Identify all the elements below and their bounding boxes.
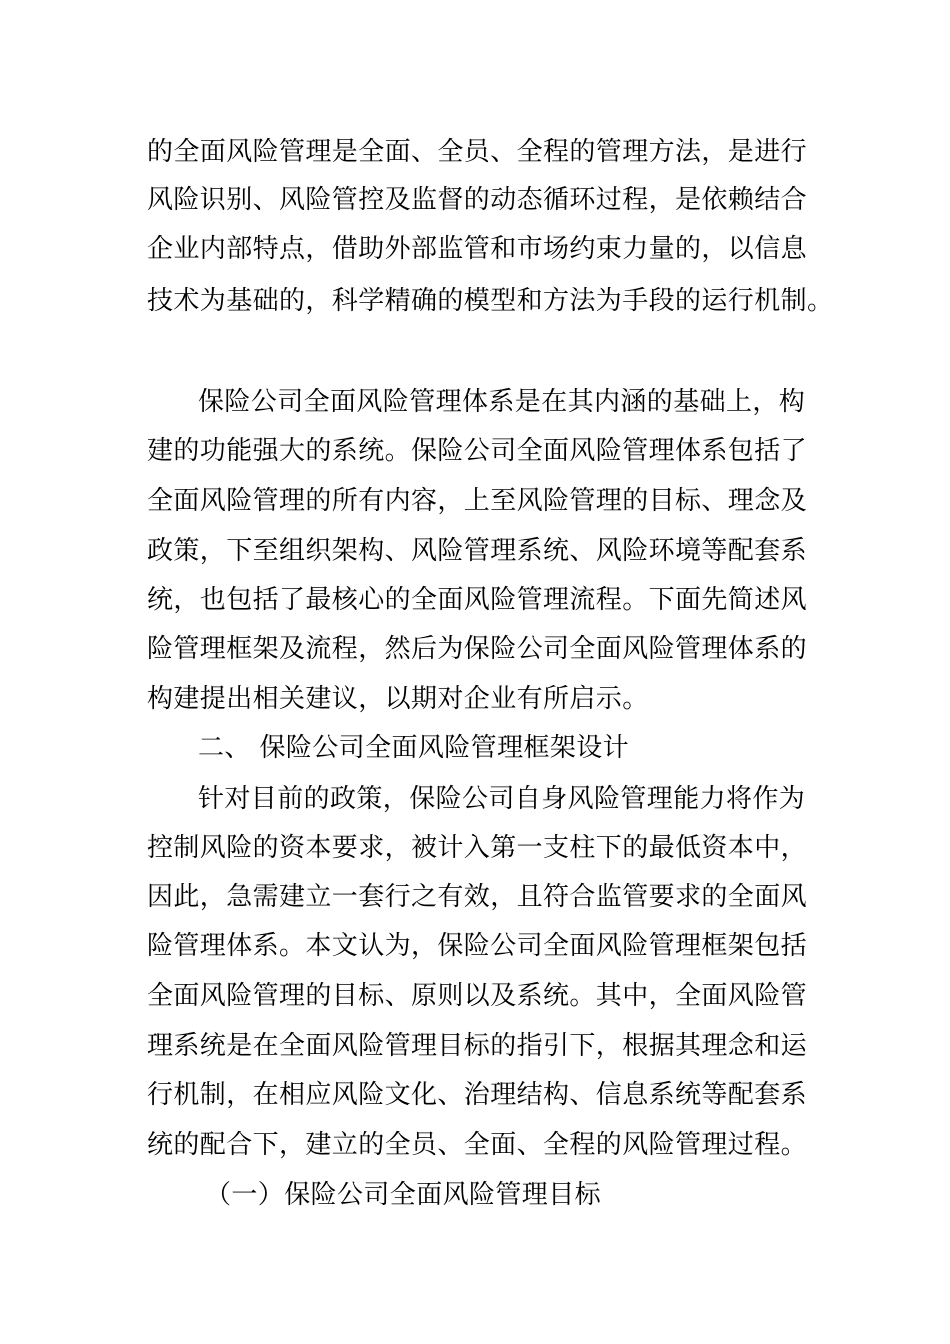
paragraph-3-line-6: 理系统是在全面风险管理目标的指引下，根据其理念和运: [147, 1031, 808, 1061]
paragraph-3-line-7: 行机制，在相应风险文化、治理结构、信息系统等配套系: [147, 1080, 808, 1110]
paragraph-3-line-5: 全面风险管理的目标、原则以及系统。其中，全面风险管: [147, 981, 808, 1011]
paragraph-2-line-5: 统，也包括了最核心的全面风险管理流程。下面先简述风: [147, 585, 808, 615]
paragraph-3-line-2: 控制风险的资本要求，被计入第一支柱下的最低资本中，: [147, 833, 808, 863]
paragraph-2-line-7: 构建提出相关建议，以期对企业有所启示。: [147, 684, 649, 714]
paragraph-1-line-3: 企业内部特点，借助外部监管和市场约束力量的，以信息: [147, 234, 808, 264]
paragraph-2-line-1: 保险公司全面风险管理体系是在其内涵的基础上，构: [198, 387, 806, 417]
paragraph-3-line-8: 统的配合下，建立的全员、全面、全程的风险管理过程。: [147, 1130, 808, 1160]
section-heading: 二、 保险公司全面风险管理框架设计: [198, 733, 630, 763]
subsection-heading: （一）保险公司全面风险管理目标: [205, 1180, 602, 1210]
paragraph-1-line-1: 的全面风险管理是全面、全员、全程的管理方法，是进行: [147, 137, 808, 167]
paragraph-2-line-4: 政策，下至组织架构、风险管理系统、风险环境等配套系: [147, 536, 808, 566]
paragraph-3-line-4: 险管理体系。本文认为，保险公司全面风险管理框架包括: [147, 931, 808, 961]
paragraph-1-line-4: 技术为基础的，科学精确的模型和方法为手段的运行机制。: [147, 286, 834, 316]
paragraph-1-line-2: 风险识别、风险管控及监督的动态循环过程，是依赖结合: [147, 185, 808, 215]
paragraph-2-line-3: 全面风险管理的所有内容，上至风险管理的目标、理念及: [147, 486, 808, 516]
paragraph-2-line-2: 建的功能强大的系统。保险公司全面风险管理体系包括了: [147, 436, 808, 466]
paragraph-3-line-1: 针对目前的政策，保险公司自身风险管理能力将作为: [198, 784, 806, 814]
paragraph-3-line-3: 因此，急需建立一套行之有效，且符合监管要求的全面风: [147, 882, 808, 912]
paragraph-2-line-6: 险管理框架及流程，然后为保险公司全面风险管理体系的: [147, 634, 808, 664]
